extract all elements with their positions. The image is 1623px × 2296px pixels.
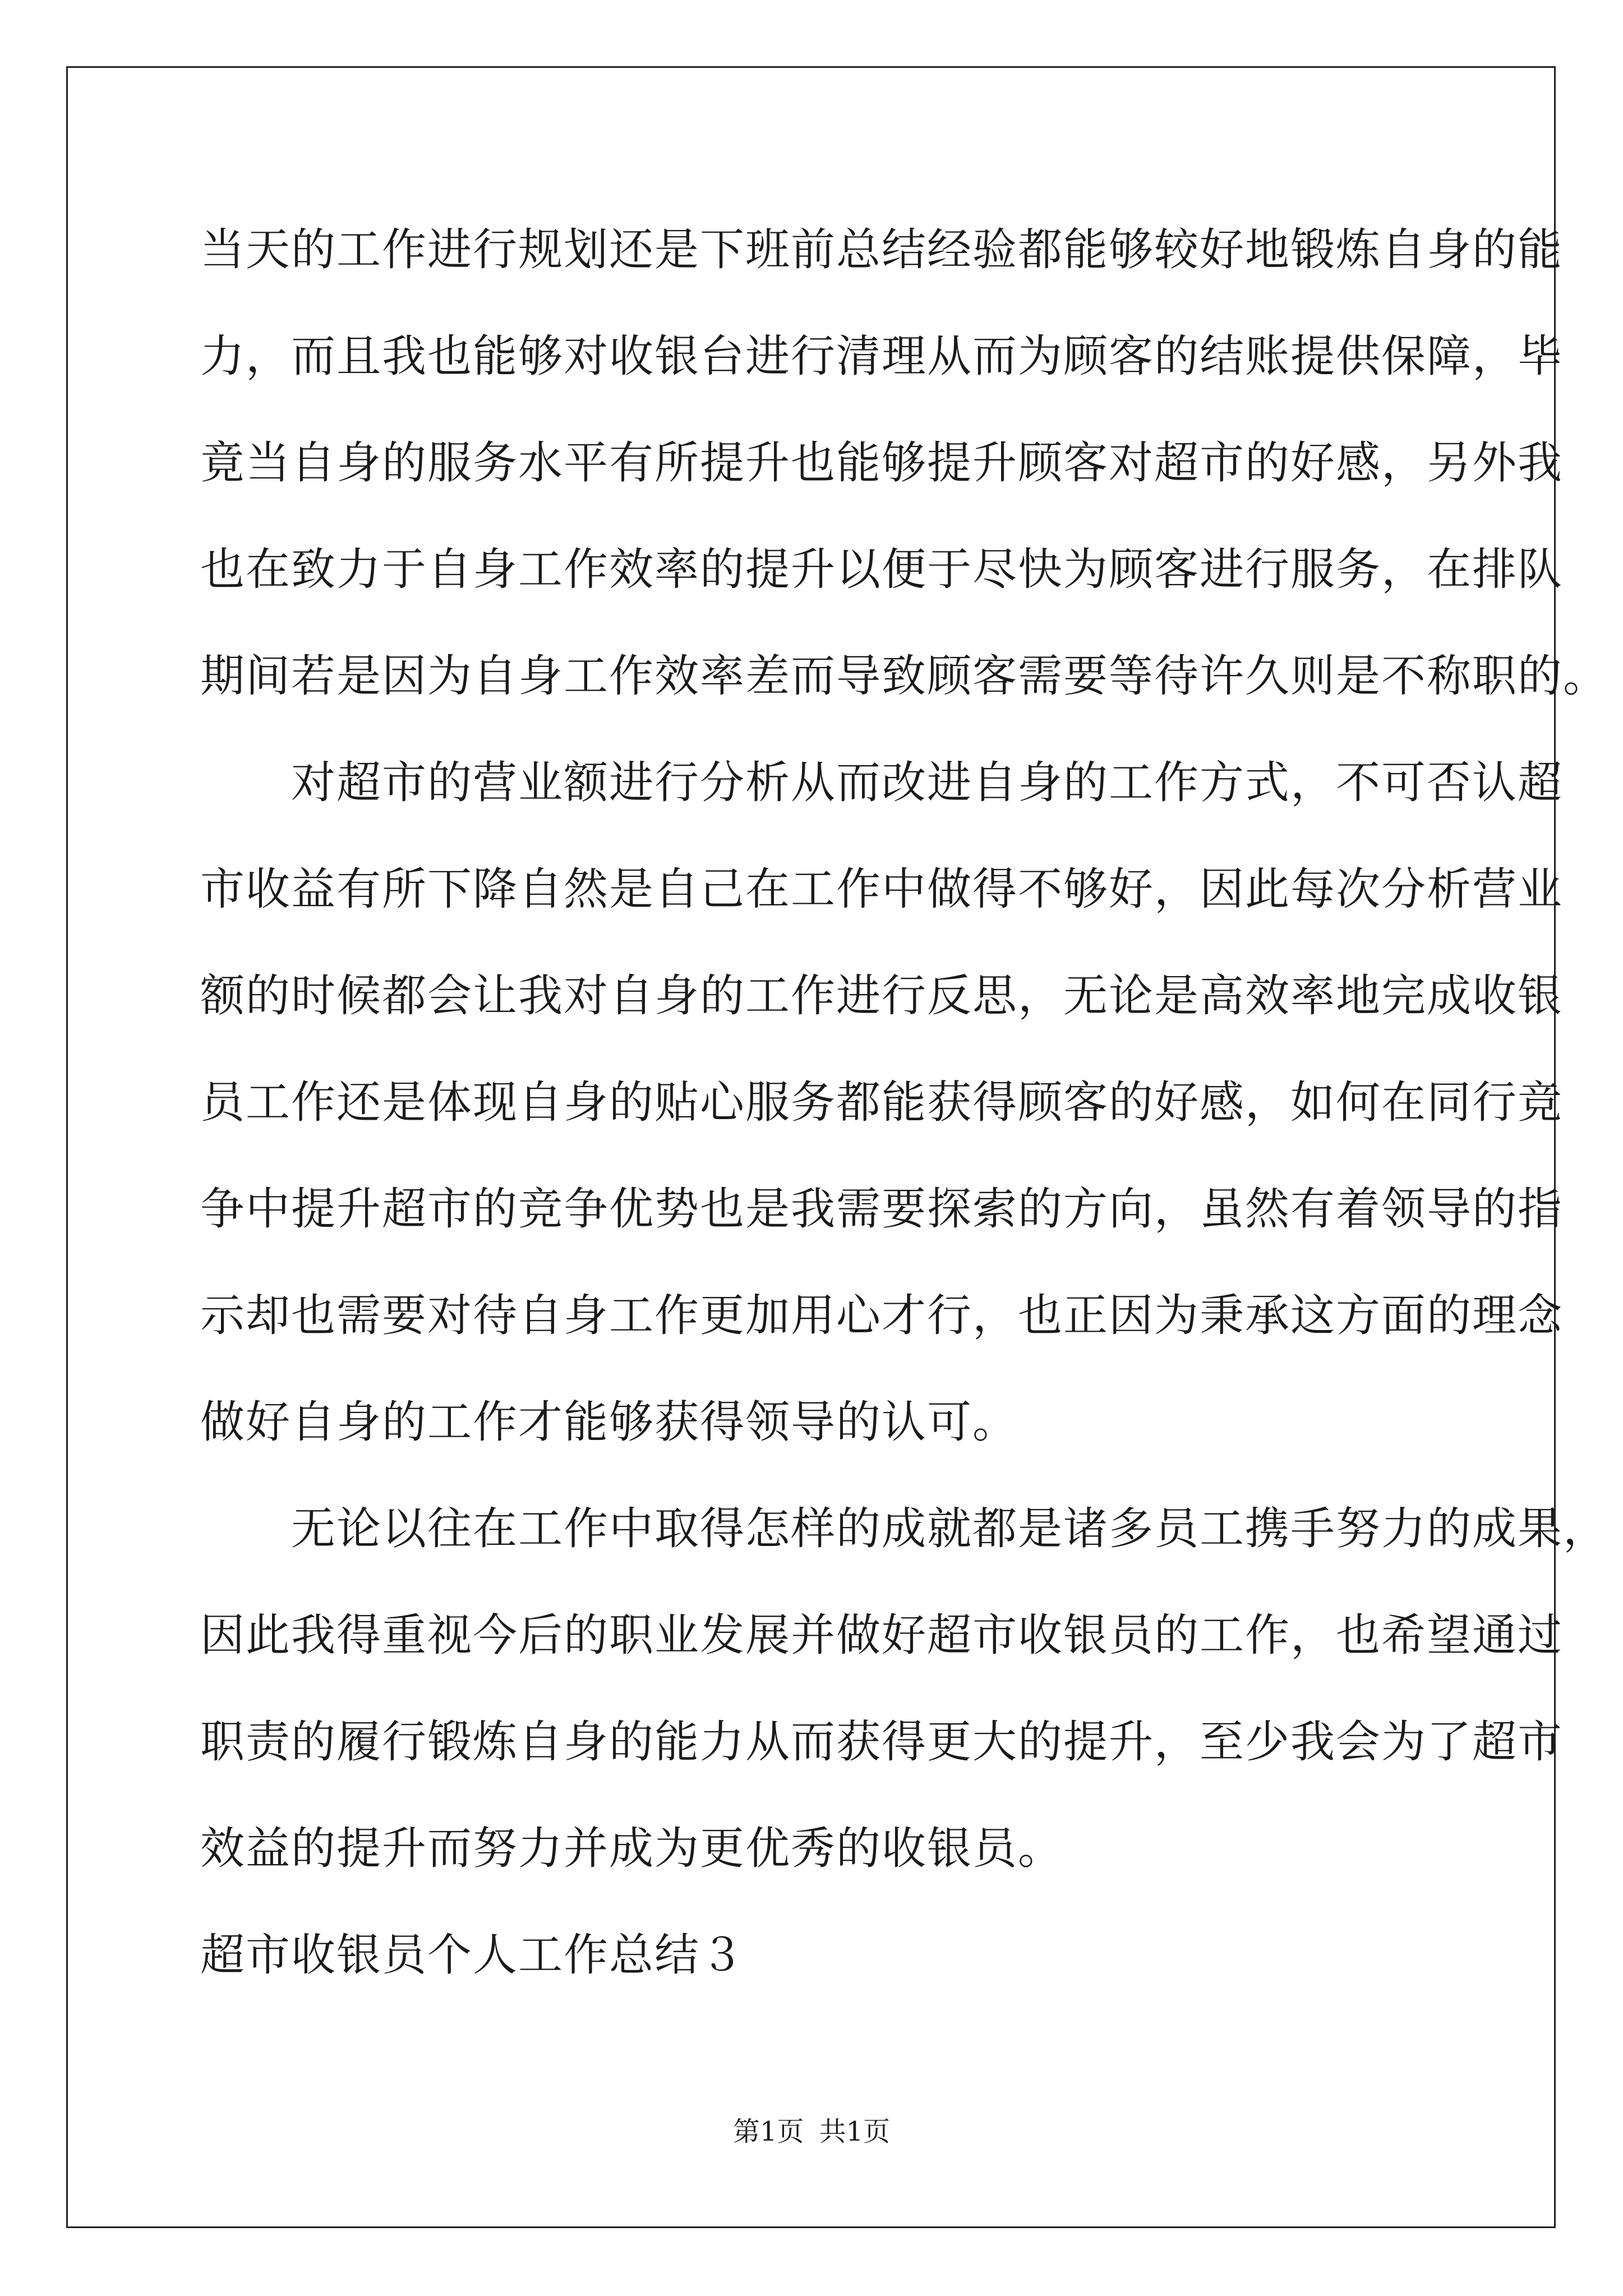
text-line: 示却也需要对待自身工作更加用心才行，也正因为秉承这方面的理念 bbox=[200, 1290, 1563, 1341]
page-border bbox=[66, 66, 1556, 2228]
text-line: 期间若是因为自身工作效率差而导致顾客需要等待许久则是不称职的。 bbox=[200, 650, 1608, 702]
text-line: 额的时候都会让我对自身的工作进行反思，无论是高效率地完成收银 bbox=[200, 970, 1563, 1022]
text-line: 市收益有所下降自然是自己在工作中做得不够好，因此每次分析营业 bbox=[200, 863, 1563, 915]
text-line: 因此我得重视今后的职业发展并做好超市收银员的工作，也希望通过 bbox=[200, 1609, 1563, 1661]
page-number: 第1页 bbox=[732, 2116, 804, 2147]
text-line: 也在致力于自身工作效率的提升以便于尽快为顾客进行服务，在排队 bbox=[200, 544, 1563, 595]
text-line: 当天的工作进行规划还是下班前总结经验都能够较好地锻炼自身的能 bbox=[200, 224, 1563, 275]
text-line: 对超市的营业额进行分析从而改进自身的工作方式，不可否认超 bbox=[200, 757, 1563, 808]
text-line: 竟当自身的服务水平有所提升也能够提升顾客对超市的好感，另外我 bbox=[200, 437, 1563, 489]
text-line: 争中提升超市的竞争优势也是我需要探索的方向，虽然有着领导的指 bbox=[200, 1183, 1563, 1235]
text-line: 力，而且我也能够对收银台进行清理从而为顾客的结账提供保障，毕 bbox=[200, 330, 1563, 382]
text-line: 做好自身的工作才能够获得领导的认可。 bbox=[200, 1396, 1018, 1448]
text-line: 无论以往在工作中取得怎样的成就都是诸多员工携手努力的成果， bbox=[200, 1503, 1608, 1554]
page-footer bbox=[0, 2115, 1623, 2148]
page-total: 共1页 bbox=[819, 2116, 891, 2147]
text-line: 员工作还是体现自身的贴心服务都能获得顾客的好感，如何在同行竞 bbox=[200, 1076, 1563, 1128]
text-line: 职责的履行锻炼自身的能力从而获得更大的提升，至少我会为了超市 bbox=[200, 1716, 1563, 1768]
section-heading: 超市收银员个人工作总结３ bbox=[200, 1929, 745, 1981]
text-line: 效益的提升而努力并成为更优秀的收银员。 bbox=[200, 1823, 1063, 1874]
